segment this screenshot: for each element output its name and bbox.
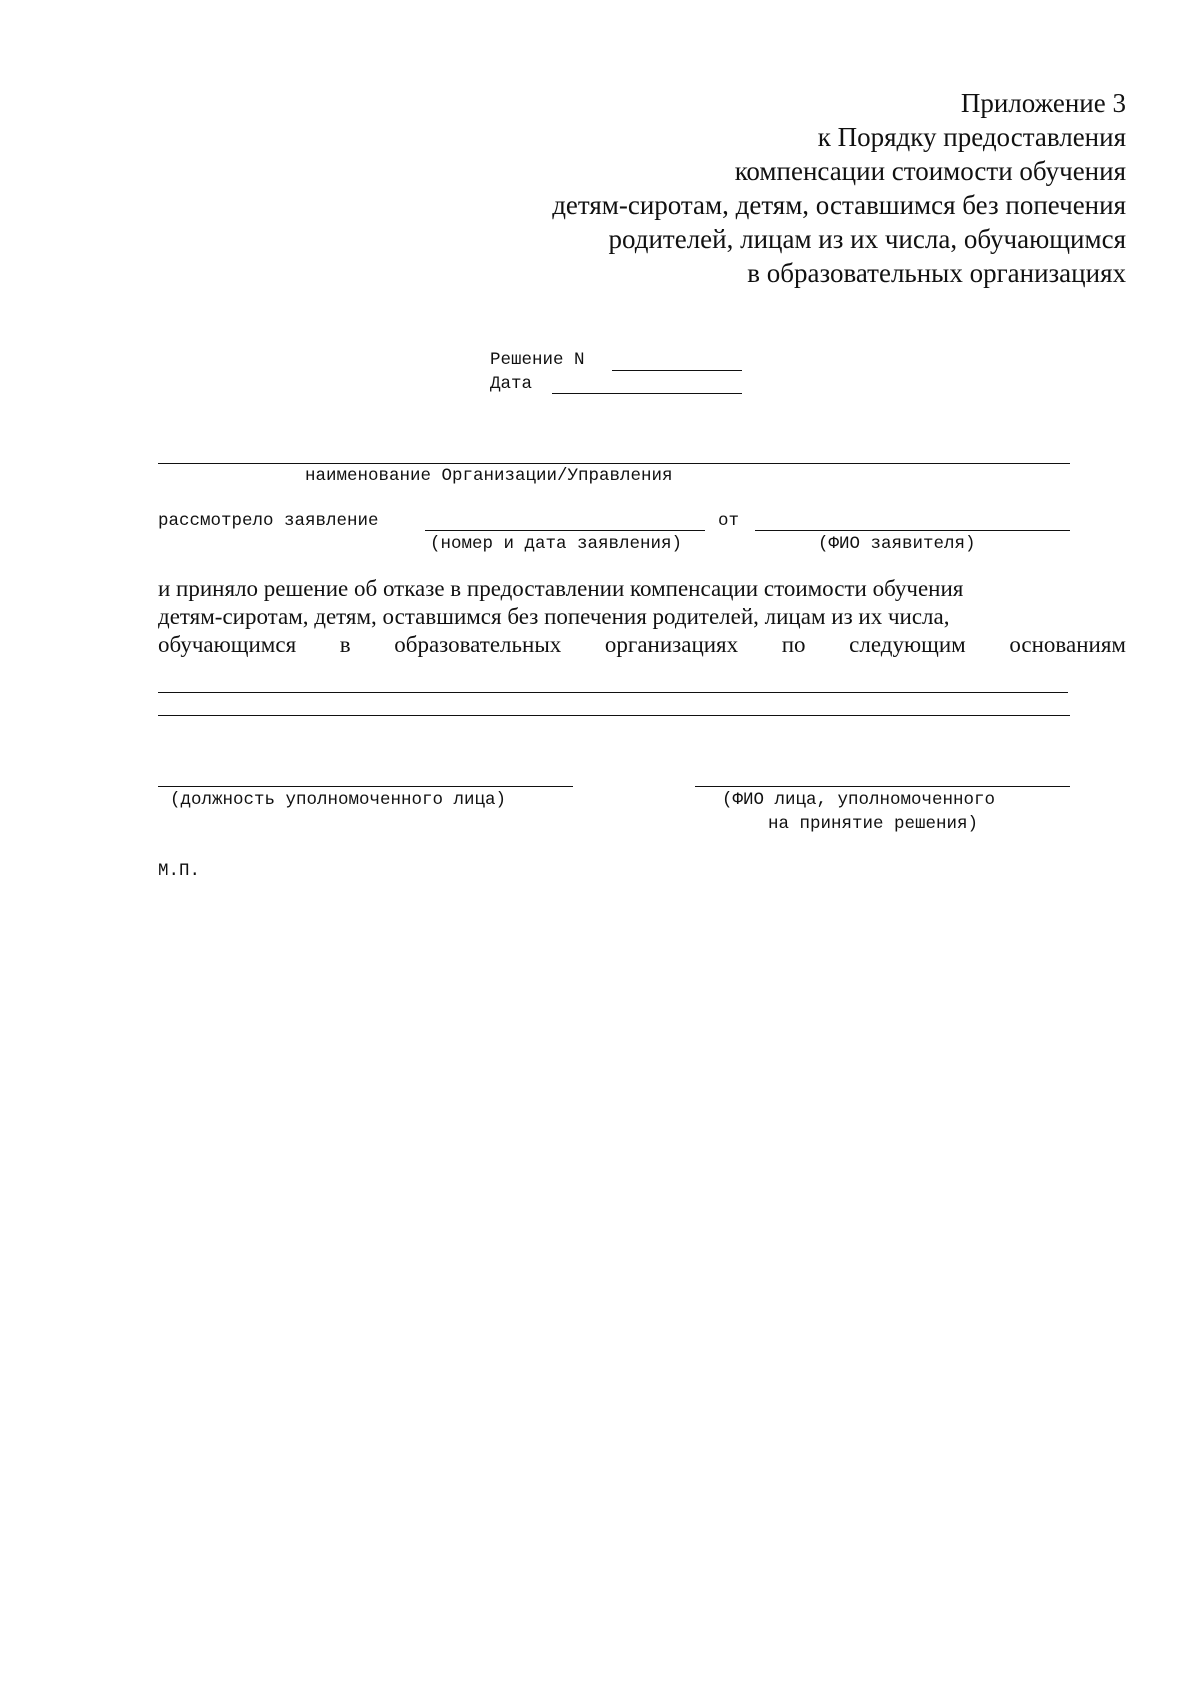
paragraph-word: в	[339, 632, 351, 657]
decision-date-label: Дата	[490, 374, 533, 394]
authorized-name-caption-line2: на принятие решения)	[768, 814, 979, 834]
authorized-name-caption-line1: (ФИО лица, уполномоченного	[722, 790, 996, 810]
paragraph-word: следующим	[849, 632, 966, 657]
appendix-line: Приложение 3	[960, 88, 1126, 118]
decision-number-label: Решение N	[490, 350, 585, 370]
organization-name-field[interactable]	[158, 463, 1070, 464]
appendix-line: к Порядку предоставления	[817, 122, 1126, 152]
stamp-place-label: М.П.	[158, 861, 201, 881]
decision-date-field[interactable]	[552, 393, 742, 394]
appendix-line: компенсации стоимости обучения	[734, 156, 1126, 186]
application-number-date-field[interactable]	[425, 530, 705, 531]
paragraph-word: организациях	[604, 632, 739, 657]
applicant-caption: (ФИО заявителя)	[818, 534, 976, 554]
grounds-line-2[interactable]	[158, 715, 1070, 716]
appendix-header	[426, 86, 1126, 290]
paragraph-word: по	[781, 632, 806, 657]
paragraph-word: образовательных	[394, 632, 562, 657]
paragraph-word: основаниям	[1009, 632, 1126, 657]
position-caption: (должность уполномоченного лица)	[170, 790, 507, 810]
considered-label: рассмотрело заявление	[158, 511, 379, 531]
from-label: от	[718, 511, 740, 531]
grounds-line-1[interactable]	[158, 692, 1068, 693]
decision-number-field[interactable]	[612, 370, 742, 371]
paragraph-word: обучающимся	[158, 632, 297, 657]
number-date-caption: (номер и дата заявления)	[430, 534, 683, 554]
organization-caption: наименование Организации/Управления	[305, 466, 673, 486]
applicant-name-field[interactable]	[755, 530, 1070, 531]
appendix-line: родителей, лицам из их числа, обучающимся	[608, 224, 1126, 254]
decision-paragraph	[158, 575, 1126, 659]
paragraph-line: детям-сиротам, детям, оставшимся без попечения родителей, лицам из их числа,	[158, 604, 950, 629]
appendix-line: детям-сиротам, детям, оставшимся без попечения	[552, 190, 1126, 220]
authorized-name-field[interactable]	[695, 786, 1070, 787]
position-field[interactable]	[158, 786, 573, 787]
paragraph-line-justified	[158, 631, 1126, 659]
appendix-line: в образовательных организациях	[747, 258, 1126, 288]
paragraph-line: и приняло решение об отказе в предоставлении компенсации стоимости обучения	[158, 576, 964, 601]
